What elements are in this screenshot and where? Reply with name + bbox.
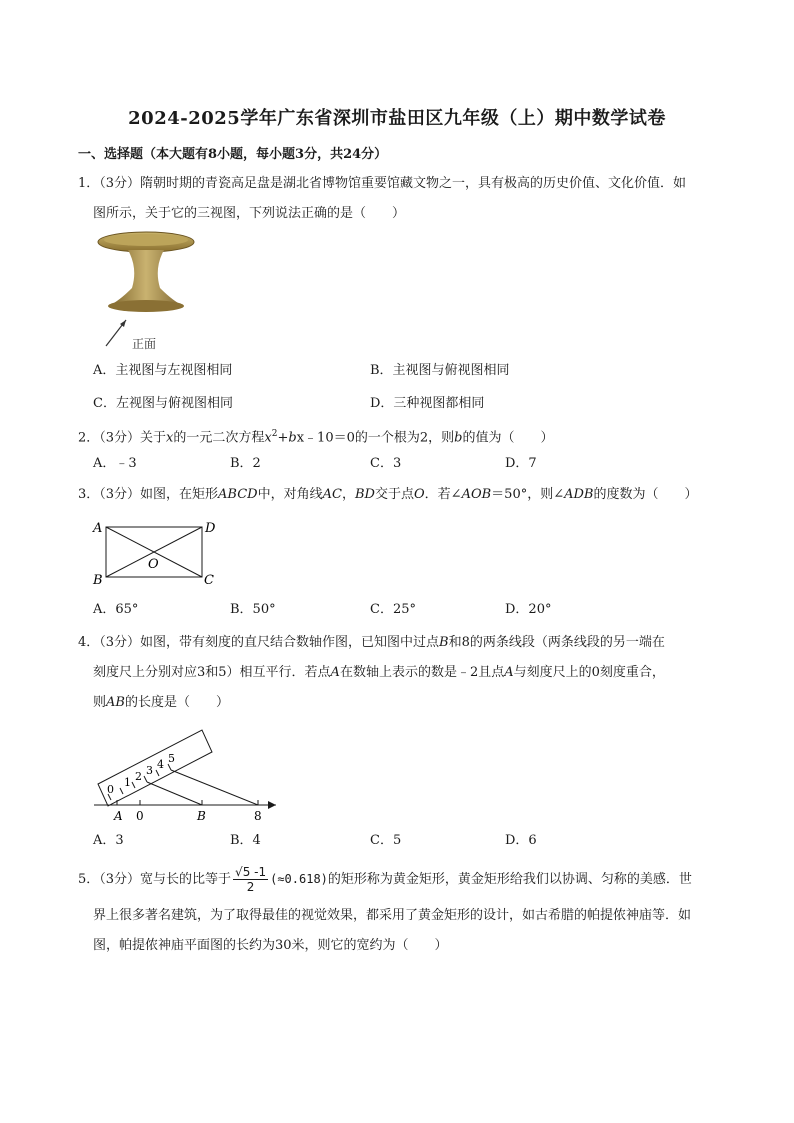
q4-option-c[interactable]: C．5 <box>370 833 402 848</box>
q4-option-a[interactable]: A．3 <box>93 833 124 848</box>
q1-option-a[interactable]: A．主视图与左视图相同 <box>93 363 233 378</box>
q3-stem: 3．（3分）如图，在矩形ABCD中，对角线AC，BD交于点O．若∠AOB＝50°，则∠ADB的度数为（ ） <box>78 487 698 502</box>
tick-2: 2 <box>135 770 142 783</box>
q1-line1: 1．（3分）隋朝时期的青瓷高足盘是湖北省博物馆重要馆藏文物之一，具有极高的历史价值、文化价值．如 <box>78 176 687 191</box>
ruler <box>98 730 212 806</box>
q2-option-a[interactable]: A．﹣3 <box>93 456 137 471</box>
front-label: 正面 <box>132 337 157 351</box>
bowl-stem <box>108 250 184 306</box>
axis-label-b: B <box>197 809 206 823</box>
q4-figure-ruler <box>90 720 290 825</box>
segment-to-8 <box>171 770 258 805</box>
tick-3: 3 <box>146 764 153 777</box>
axis-label-8: 8 <box>254 809 262 823</box>
q4-line3: 则AB的长度是（ ） <box>93 695 229 710</box>
axis-label-a: A <box>114 809 123 823</box>
q1-line2: 图所示，关于它的三视图，下列说法正确的是（ ） <box>93 206 406 221</box>
q4-line1: 4．（3分）如图，带有刻度的直尺结合数轴作图，已知图中过点B和8的两条线段（两条线段的另一端在 <box>78 635 665 650</box>
tick-0: 0 <box>107 783 114 796</box>
q1-figure-bowl <box>88 228 208 353</box>
q2-stem: 2．（3分）关于x的一元二次方程$x^2+bx﹣10=0$的一个根为2，则b的值为（ ） <box>78 429 554 446</box>
q4-option-d[interactable]: D．6 <box>505 833 537 848</box>
q5-line2: 界上很多著名建筑，为了取得最佳的视觉效果，都采用了黄金矩形的设计，如古希腊的帕提侬神庙等．如 <box>93 908 692 923</box>
segment-to-b <box>147 782 202 805</box>
label-d: D <box>205 521 216 536</box>
section-heading: 一、选择题（本大题有8小题，每小题3分，共24分） <box>78 147 388 162</box>
q1-option-c[interactable]: C．左视图与俯视图相同 <box>93 396 233 411</box>
label-b: B <box>93 573 103 588</box>
q1-option-d[interactable]: D．三种视图都相同 <box>370 396 485 411</box>
q2-option-d[interactable]: D．7 <box>505 456 537 471</box>
axis-label-0: 0 <box>136 809 144 823</box>
tick-5: 5 <box>168 752 175 765</box>
q3-option-c[interactable]: C．25° <box>370 602 416 617</box>
tick-4: 4 <box>157 758 164 771</box>
axis-arrow <box>268 801 276 809</box>
q4-line2: 刻度尺上分别对应3和5）相互平行．若点A在数轴上表示的数是﹣2且点A与刻度尺上的0刻度重合， <box>93 665 665 680</box>
q5-line1: 5．（3分）宽与长的比等于 $\frac{√5 -1}{2}$ (≈0.618)的矩形称为黄金矩形，黄金矩形给我们以协调、匀称的美感．世 <box>78 865 692 894</box>
q5-line3: 图，帕提侬神庙平面图的长约为30米，则它的宽约为（ ） <box>93 938 448 953</box>
golden-ratio-fraction: $\frac{√5 -1}{2}$ <box>235 865 267 894</box>
q1-option-b[interactable]: B．主视图与俯视图相同 <box>370 363 510 378</box>
q2-option-b[interactable]: B．2 <box>230 456 261 471</box>
q4-option-b[interactable]: B．4 <box>230 833 261 848</box>
label-c: C <box>204 573 214 588</box>
q3-option-b[interactable]: B．50° <box>230 602 276 617</box>
tick-1: 1 <box>124 776 131 789</box>
q3-figure-rectangle <box>90 515 220 590</box>
q3-option-a[interactable]: A．65° <box>93 602 139 617</box>
q2-option-c[interactable]: C．3 <box>370 456 402 471</box>
q3-option-d[interactable]: D．20° <box>505 602 552 617</box>
label-o: O <box>148 557 159 572</box>
page-title: 2024-2025学年广东省深圳市盐田区九年级（上）期中数学试卷 <box>128 108 666 129</box>
label-a: A <box>93 521 103 536</box>
